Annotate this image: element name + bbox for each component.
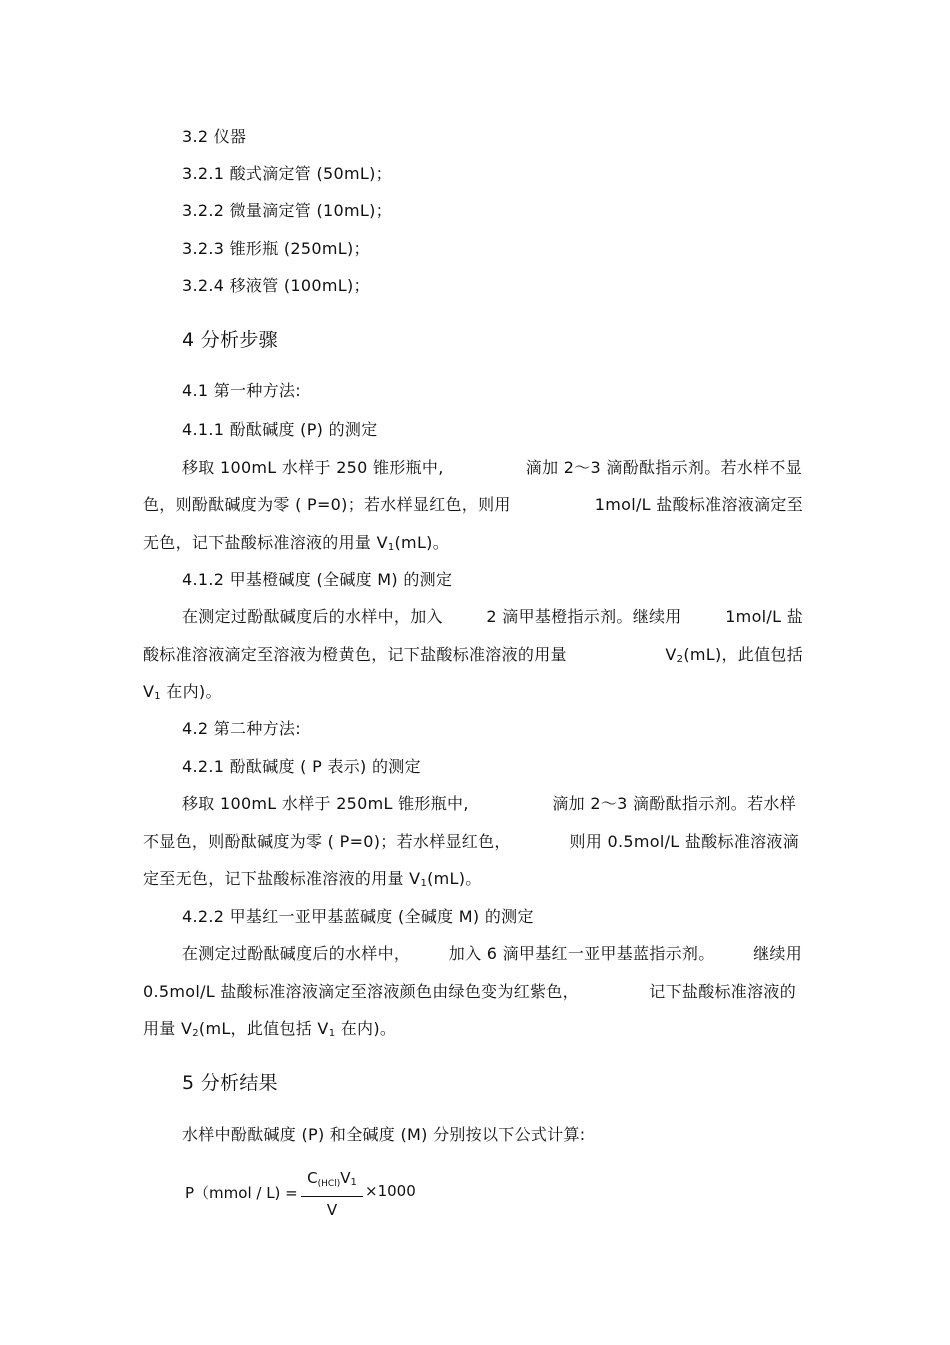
subsection-4-1-1-title: 4.1.1 酚酞碱度 (P) 的测定 (182, 420, 378, 439)
paragraph-line: 移取 100mL 水样于 250mL 锥形瓶中, 滴加 2～3 滴酚酞指示剂。若水样 (182, 794, 796, 813)
subsection-4-1-2-title: 4.1.2 甲基橙碱度 (全碱度 M) 的测定 (182, 570, 453, 589)
formula-lhs: P（mmol / L) = (185, 1184, 298, 1202)
paragraph-line: 色，则酚酞碱度为零 ( P=0)；若水样显红色，则用 1mol/L 盐酸标准溶液滴定至 (143, 495, 803, 514)
formula-denominator: V (326, 1201, 338, 1219)
formula-numerator: $C_{(HCl)}V_1$ (307, 1169, 357, 1189)
paragraph-line: 在测定过酚酞碱度后的水样中， 加入 6 滴甲基红一亚甲基蓝指示剂。 继续用 (182, 944, 802, 963)
method-2-title: 4.2 第二种方法: (182, 719, 301, 738)
formula-intro: 水样中酚酞碱度 (P) 和全碱度 (M) 分别按以下公式计算: (182, 1125, 586, 1144)
paragraph-line: 在测定过酚酞碱度后的水样中，加入 2 滴甲基橙指示剂。继续用 1mol/L 盐 (182, 607, 803, 626)
paragraph-line: 无色，记下盐酸标准溶液的用量 $V_1(mL)$。 (143, 533, 449, 553)
paragraph-line: $V_1$ 在内)。 (143, 682, 222, 702)
formula-multiplier: ×1000 (365, 1182, 416, 1200)
section-5-heading: 5 分析结果 (182, 1072, 278, 1094)
list-item: 3.2.4 移液管 (100mL)； (182, 276, 370, 295)
paragraph-line: 用量 $V_2(mL$，此值包括 $V_1$ 在内)。 (143, 1019, 397, 1039)
method-1-title: 4.1 第一种方法: (182, 381, 301, 400)
section-4-heading: 4 分析步骤 (182, 329, 278, 351)
list-item: 3.2.1 酸式滴定管 (50mL)； (182, 164, 392, 183)
paragraph-line: 定至无色，记下盐酸标准溶液的用量 $V_1(mL)$。 (143, 869, 482, 889)
list-item: 3.2.2 微量滴定管 (10mL)； (182, 201, 392, 220)
section-3-2-title: 3.2 仪器 (182, 127, 247, 146)
paragraph-line: 0.5mol/L 盐酸标准溶液滴定至溶液颜色由绿色变为红紫色， 记下盐酸标准溶液的 (143, 982, 796, 1001)
paragraph-line: 移取 100mL 水样于 250 锥形瓶中, 滴加 2～3 滴酚酞指示剂。若水样不显 (182, 458, 802, 477)
list-item: 3.2.3 锥形瓶 (250mL)； (182, 239, 370, 258)
paragraph-line: 不显色，则酚酞碱度为零 ( P=0)；若水样显红色， 则用 0.5mol/L 盐酸标准溶液滴 (143, 832, 799, 851)
formula-fraction (301, 1168, 363, 1220)
paragraph-line: 酸标准溶液滴定至溶液为橙黄色，记下盐酸标准溶液的用量 $V_2(mL)$，此值包括 (143, 645, 803, 665)
subsection-4-2-2-title: 4.2.2 甲基红一亚甲基蓝碱度 (全碱度 M) 的测定 (182, 907, 534, 926)
subsection-4-2-1-title: 4.2.1 酚酞碱度 ( P 表示) 的测定 (182, 757, 421, 776)
fraction-bar (301, 1196, 363, 1197)
